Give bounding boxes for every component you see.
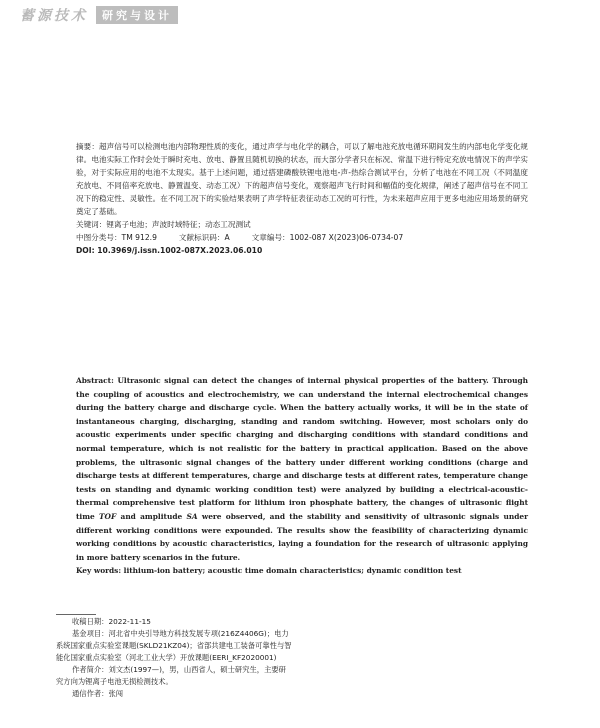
journal-header [20, 6, 178, 24]
article-number: 文章编号：1002-087 X(2023)06-0734-07 [251, 233, 404, 242]
english-abstract [76, 374, 528, 578]
fund-info: 基金项目：河北省中央引导地方科技发展专项(216Z4406G)；电力系统国家重点实验室课题(SKLD21KZ04)；省部共建电工装备可靠性与智能化国家重点实验室（河北工业大学）开放课题(EERI_KF2020001) [56, 629, 292, 662]
english-abstract-body [76, 374, 528, 564]
footnote-rule [56, 614, 96, 615]
abstract-text-2: and amplitude [116, 511, 187, 521]
english-keywords: Key words: lithium-ion battery; acoustic time domain characteristics; dynamic condition test [76, 566, 462, 576]
journal-logo: 蓄源技术 [20, 8, 88, 24]
chinese-abstract-body: 摘要：超声信号可以检测电池内部物理性质的变化，通过声学与电化学的耦合，可以了解电池充放电循环期间发生的内部电化学变化规律。电池实际工作时会处于瞬时充电、放电、静置且随机切换的状态，而大部分学者只在标况、常温下进行特定充放电情况下的声学实验，对于实际应用的电池不太现实。基于上述问题，通过搭建磷酸铁锂电池电-声-热综合测试平台，分析了电池在不同工况（不同温度充放电、不同倍率充放电、静置温变、动态工况）下的超声信号变化，观察超声飞行时间和幅值的变化规律，阐述了超声信号在不同工况下的稳定性、灵敏性。在不同工况下的实验结果表明了声学特征表征动态工况的可行性，为未来超声应用于更多电池应用场景的研究奠定了基础。 [76, 142, 528, 216]
tof-term: TOF [99, 511, 117, 521]
corresponding-author: 通信作者：张闯 [72, 689, 124, 698]
received-date: 收稿日期：2022-11-15 [72, 617, 151, 626]
author-bio: 作者简介：刘文杰(1997—)，男，山西省人，硕士研究生，主要研究方向为锂离子电池无损检测技术。 [56, 665, 286, 686]
abstract-text-3: were observed, and the stability and sensitivity of ultrasonic signals under different working conditions were expounded. The results show the feasibility of characterizing dynamic working conditions by acoustic characteristics, laying a foundation for the research of ultrasonic applying in more battery scenarios in the future. [76, 511, 528, 562]
chinese-abstract [76, 140, 528, 257]
doi: DOI: 10.3969/j.issn.1002-087X.2023.06.010 [76, 246, 263, 255]
clc-number: 中图分类号：TM 912.9 [76, 233, 157, 242]
sa-term: SA [186, 511, 198, 521]
footnote [56, 616, 292, 700]
abstract-text-1: Abstract: Ultrasonic signal can detect the changes of internal physical properties of the battery. Through the coupling of acoustics and electrochemistry, we can understand the internal electrochemical changes during the battery charge and discharge cycle. When the battery actually works, it will be in the state of instantaneous charging, discharging, standing and random switching. However, most scholars only do acoustic experiments under specific charging and discharging conditions with standard conditions and normal temperature, which is not realistic for the battery in practical application. Based on the above problems, the ultrasonic signal changes of the battery under different working conditions (charge and discharge tests at different temperatures, charge and discharge tests at different rates, temperature change tests on standing and dynamic working condition test) were analyzed by building a electrical-acoustic-thermal comprehensive test platform for lithium iron phosphate battery, the changes of ultrasonic flight time [76, 376, 528, 521]
chinese-keywords: 关键词：锂离子电池；声波时域特征；动态工况测试 [76, 220, 251, 229]
section-tag: 研究与设计 [96, 6, 178, 24]
classification-line [76, 231, 528, 244]
document-code: 文献标识码：A [178, 233, 230, 242]
